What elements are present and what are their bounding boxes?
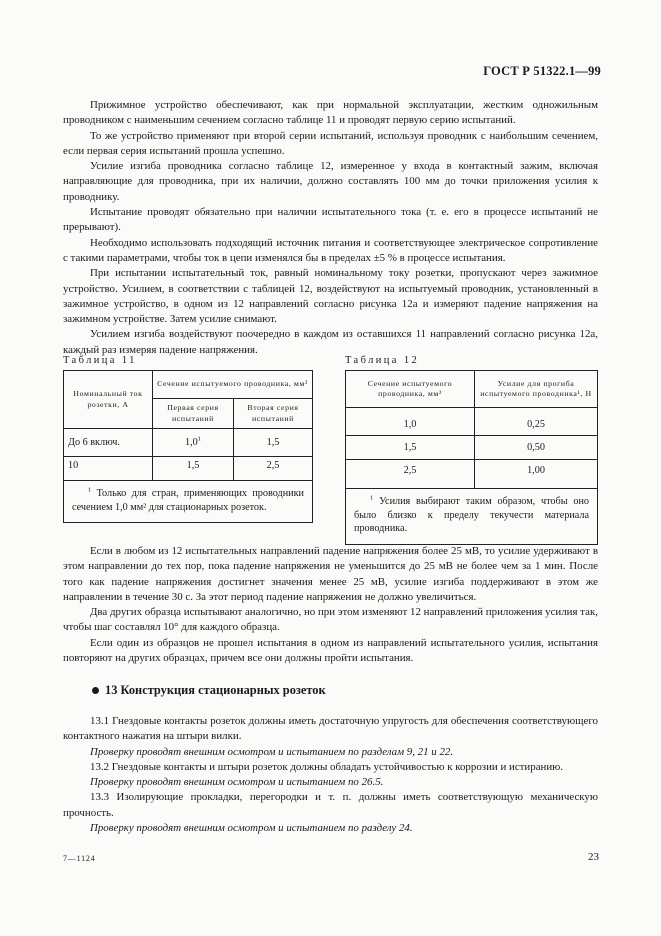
table12-cell-section: 1,5 [346,436,475,460]
table12-footnote: $^1$ Усилия выбирают таким образом, чтобы оно было близко к пределу текучести материала проводника. [346,489,598,545]
clause-paragraph: 13.3 Изолирующие прокладки, перегородки и т. п. должны иметь соответствующую механическую прочность. [63,791,598,819]
paragraph: При испытании испытательный ток, равный номинальному току розетки, пропускают через зажимное устройство. Усилием, в соответствии с таблицей 12, воздействуют на испытуемый проводник, установленный в зажимное устройство, в одном из 12 направлений согласно рисунка 12а и измеряют падение напряжения на зажимном устройстве. Затем усилие снимают. [63,267,598,326]
section-heading: 13 Конструкция стационарных розеток [92,683,326,698]
paragraph: Испытание проводят обязательно при наличии испытательного тока (т. е. его в процессе испытаний не прерывают). [63,206,598,234]
test-procedure-text [63,544,598,666]
table11 [63,370,313,523]
intro-text-block [63,98,598,358]
table11-sub1-header: Первая серия испытаний [153,399,234,429]
section-13-text [63,714,598,836]
table12-cell-force: 0,50 [475,436,598,460]
standard-header: ГОСТ Р 51322.1—99 [483,64,601,78]
table12-cell-section: 2,5 [346,460,475,489]
paragraph: Прижимное устройство обеспечивают, как при нормальной эксплуатации, жестким одножильным проводником с наименьшим сечением согласно таблице 11 и проводят первую серию испытаний. [63,99,598,127]
table12-cell-force: 0,25 [475,408,598,436]
paragraph: То же устройство применяют при второй серии испытаний, используя проводник с наибольшим сечением, если первая серия испытаний прошла успешно. [63,129,598,157]
table12-col-force-header: Усилие для прогиба испытуемого проводника¹, Н [475,371,598,408]
verification-note: Проверку проводят внешним осмотром и испытанием по 26.5. [90,776,384,789]
page-number: 23 [588,851,599,863]
table11-cell-second: 1,5 [234,429,313,457]
table11-cell-first: 1,5 [153,457,234,481]
table11-cell-current: 10 [64,457,153,481]
print-code: 7—1124 [63,854,96,863]
paragraph: Усилием изгиба воздействуют поочередно в каждом из оставшихся 11 направлений согласно рисунка 12а, каждый раз измеряя падение напряжения. [63,328,598,356]
table11-sub2-header: Вторая серия испытаний [234,399,313,429]
paragraph: Если в любом из 12 испытательных направлений падение напряжения более 25 мВ, то усилие удерживают в этом направлении до тех пор, пока падение напряжения не уменьшится до 25 мВ не более чем за 1 мин. После того как падение напряжения достигнет значения менее 25 мВ, усилие изгиба поддерживают в этом же направлении в течение 30 с. За этот период падение напряжения не должно увеличиться. [63,545,598,603]
paragraph: Необходимо использовать подходящий источник питания и соответствующее электрическое сопротивление с такими параметрами, чтобы ток в цепи изменялся бы в пределах ±5 % в процессе испытания. [63,236,598,264]
verification-note: Проверку проводят внешним осмотром и испытанием по разделам 9, 21 и 22. [90,745,454,758]
table11-caption: Таблица 11 [63,355,137,366]
paragraph: Усилие изгиба проводника согласно таблице 12, измеренное у входа в контактный зажим, включая направляющие для проводника, при их наличии, должно составлять 100 мм до точки приложения усилия к проводнику. [63,160,598,203]
clause-paragraph: 13.1 Гнездовые контакты розеток должны иметь достаточную упругость для обеспечения соответствующего контактного нажатия на штыри вилки. [63,715,598,743]
table11-cell-first: $1,0^1$ [153,429,234,457]
table11-cell-current: До 6 включ. [64,429,153,457]
table11-col-current-header: Номинальный ток розетки, А [64,371,153,429]
table12 [345,370,598,545]
table12-caption: Таблица 12 [345,355,420,366]
verification-note: Проверку проводят внешним осмотром и испытанием по разделу 24. [90,822,413,835]
bullet-icon [92,687,99,694]
table12-cell-force: 1,00 [475,460,598,489]
paragraph: Два других образца испытывают аналогично, но при этом изменяют 12 направлений приложения усилия так, чтобы шаг составлял 10° для каждого образца. [63,606,598,634]
clause-paragraph: 13.2 Гнездовые контакты и штыри розеток должны обладать устойчивостью к коррозии и истиранию. [90,760,564,773]
table11-cell-second: 2,5 [234,457,313,481]
paragraph: Если один из образцов не прошел испытания в одном из направлений испытательного усилия, испытания повторяют на других образцах, причем все они должны пройти испытания. [63,636,598,665]
table12-col-section-header: Сечение испытуемого проводника, мм² [346,371,475,408]
table11-footnote: $^1$ Только для стран, применяющих проводники сечением 1,0 мм² для стационарных розеток. [64,481,313,523]
table12-cell-section: 1,0 [346,408,475,436]
table11-group-header: Сечение испытуемого проводника, мм² [153,371,313,399]
